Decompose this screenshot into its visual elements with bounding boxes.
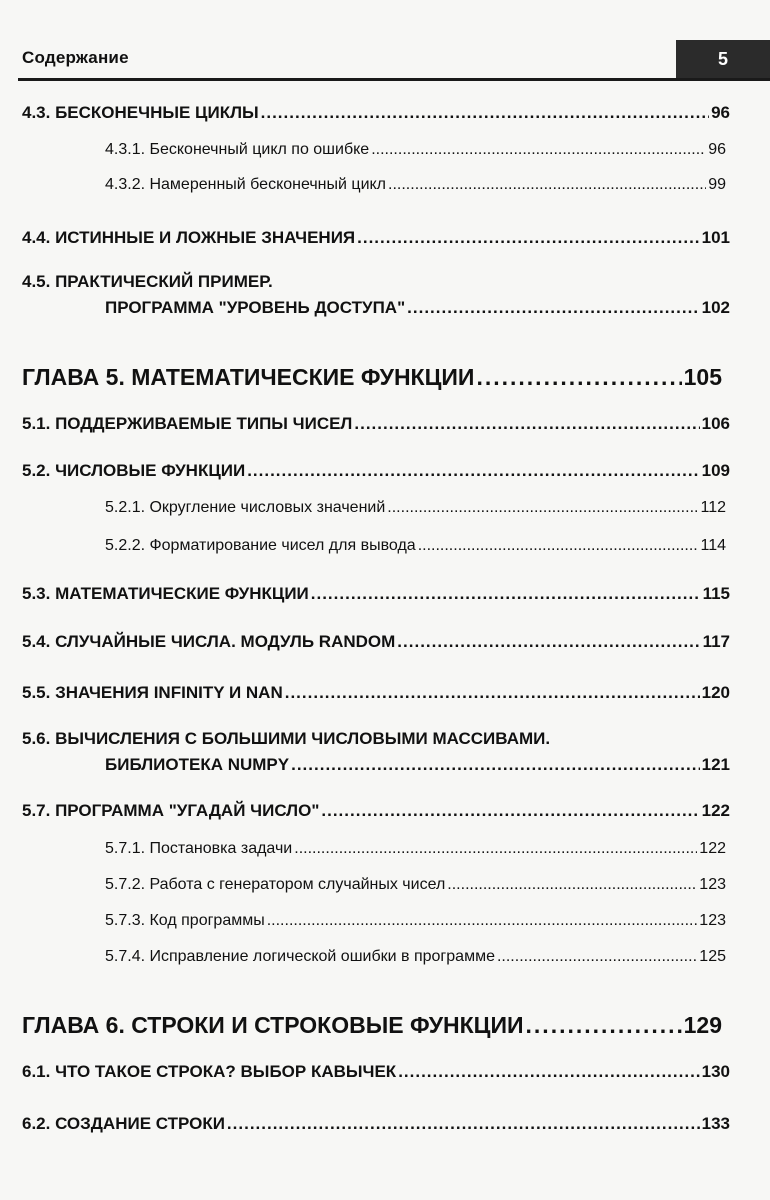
toc-entry-page: 101 bbox=[701, 228, 730, 247]
dot-leader bbox=[476, 364, 681, 391]
toc-entry-page: 96 bbox=[711, 103, 730, 122]
toc-entry-page: 129 bbox=[683, 1012, 722, 1038]
toc-entry-title: 5.2.2. Форматирование чисел для вывода bbox=[105, 537, 416, 554]
dot-leader bbox=[311, 584, 701, 604]
dot-leader bbox=[371, 141, 706, 159]
toc-entry-page: 112 bbox=[700, 499, 726, 516]
toc-entry-title: БИБЛИОТЕКА NUMPY bbox=[105, 755, 290, 774]
dot-leader bbox=[497, 948, 697, 966]
toc-entry-page: 122 bbox=[699, 840, 726, 857]
dot-leader bbox=[407, 298, 699, 318]
toc-entry-title: 5.7. ПРОГРАММА "УГАДАЙ ЧИСЛО" bbox=[22, 801, 320, 820]
toc-entry-title: 6.2. СОЗДАНИЕ СТРОКИ bbox=[22, 1114, 225, 1133]
dot-leader bbox=[387, 499, 698, 517]
dot-leader bbox=[388, 176, 706, 194]
toc-entry-4-5-line1[interactable]: 4.5. ПРАКТИЧЕСКИЙ ПРИМЕР. bbox=[22, 272, 273, 291]
toc-chapter-6[interactable] bbox=[22, 1012, 722, 1039]
toc-entry-5-3[interactable] bbox=[22, 584, 730, 604]
toc-entry-page: 125 bbox=[699, 948, 726, 965]
toc-entry-page: 123 bbox=[699, 876, 726, 893]
header-title: Содержание bbox=[22, 48, 129, 67]
toc-entry-title: 5.2.1. Округление числовых значений bbox=[105, 499, 386, 516]
toc-chapter-5[interactable] bbox=[22, 364, 722, 391]
toc-entry-title: ПРОГРАММА "УРОВЕНЬ ДОСТУПА" bbox=[105, 298, 406, 317]
toc-entry-title: 4.3.1. Бесконечный цикл по ошибке bbox=[105, 141, 370, 158]
toc-entry-title: 5.4. СЛУЧАЙНЫЕ ЧИСЛА. МОДУЛЬ RANDOM bbox=[22, 632, 396, 651]
toc-entry-5-7-2[interactable] bbox=[105, 876, 726, 894]
toc-entry-title: 5.3. МАТЕМАТИЧЕСКИЕ ФУНКЦИИ bbox=[22, 584, 309, 603]
toc-entry-page: 109 bbox=[701, 461, 730, 480]
toc-entry-title: 6.1. ЧТО ТАКОЕ СТРОКА? ВЫБОР КАВЫЧЕК bbox=[22, 1062, 397, 1081]
toc-entry-5-2[interactable] bbox=[22, 461, 730, 481]
dot-leader bbox=[285, 683, 700, 703]
dot-leader bbox=[418, 537, 699, 555]
toc-entry-5-4[interactable] bbox=[22, 632, 730, 652]
toc-entry-title: 4.3.2. Намеренный бесконечный цикл bbox=[105, 176, 387, 193]
toc-entry-5-6-line1[interactable]: 5.6. ВЫЧИСЛЕНИЯ С БОЛЬШИМИ ЧИСЛОВЫМИ МАССИВАМИ. bbox=[22, 729, 551, 748]
toc-entry-title: 5.7.4. Исправление логической ошибки в программе bbox=[105, 948, 495, 965]
toc-entry-title: ГЛАВА 6. СТРОКИ И СТРОКОВЫЕ ФУНКЦИИ bbox=[22, 1012, 524, 1038]
toc-entry-4-3-2[interactable] bbox=[105, 176, 726, 194]
page-number: 5 bbox=[717, 48, 728, 69]
dot-leader bbox=[397, 632, 700, 652]
dot-leader bbox=[247, 461, 699, 481]
toc-entry-6-2[interactable] bbox=[22, 1114, 730, 1134]
dot-leader bbox=[357, 228, 699, 248]
toc-entry-page: 99 bbox=[708, 176, 726, 193]
toc-entry-page: 133 bbox=[701, 1114, 730, 1133]
toc-entry-page: 120 bbox=[701, 683, 730, 702]
toc-entry-title: 5.7.2. Работа с генератором случайных чисел bbox=[105, 876, 446, 893]
dot-leader bbox=[354, 414, 699, 434]
dot-leader bbox=[294, 840, 697, 858]
toc-entry-page: 122 bbox=[701, 801, 730, 820]
toc-entry-4-4[interactable] bbox=[22, 228, 730, 248]
toc-entry-title: 5.7.3. Код программы bbox=[105, 912, 265, 929]
toc-entry-page: 121 bbox=[701, 755, 730, 774]
toc-entry-5-1[interactable] bbox=[22, 414, 730, 434]
toc-entry-title: 4.3. БЕСКОНЕЧНЫЕ ЦИКЛЫ bbox=[22, 103, 259, 122]
toc-entry-page: 105 bbox=[683, 364, 722, 390]
toc-entry-title: ГЛАВА 5. МАТЕМАТИЧЕСКИЕ ФУНКЦИИ bbox=[22, 364, 475, 390]
toc-entry-title: 4.4. ИСТИННЫЕ И ЛОЖНЫЕ ЗНАЧЕНИЯ bbox=[22, 228, 356, 247]
toc-entry-5-6[interactable] bbox=[105, 755, 730, 775]
toc-entry-title: 5.7.1. Постановка задачи bbox=[105, 840, 293, 857]
toc-entry-5-2-1[interactable] bbox=[105, 499, 726, 517]
toc-entry-page: 123 bbox=[699, 912, 726, 929]
dot-leader bbox=[526, 1012, 682, 1039]
toc-entry-4-3[interactable] bbox=[22, 103, 730, 123]
toc-entry-page: 106 bbox=[701, 414, 730, 433]
dot-leader bbox=[398, 1062, 699, 1082]
toc-entry-5-2-2[interactable] bbox=[105, 537, 726, 555]
dot-leader bbox=[227, 1114, 700, 1134]
toc-entry-page: 96 bbox=[708, 141, 726, 158]
dot-leader bbox=[291, 755, 700, 775]
toc-entry-4-5[interactable] bbox=[105, 298, 730, 318]
dot-leader bbox=[267, 912, 698, 930]
toc-entry-page: 115 bbox=[702, 584, 730, 603]
toc-entry-5-7-4[interactable] bbox=[105, 948, 726, 966]
dot-leader bbox=[321, 801, 699, 821]
toc-entry-6-1[interactable] bbox=[22, 1062, 730, 1082]
toc-entry-5-7-1[interactable] bbox=[105, 840, 726, 858]
toc-entry-4-3-1[interactable] bbox=[105, 141, 726, 159]
toc-entry-page: 114 bbox=[700, 537, 726, 554]
toc-entry-title: 5.2. ЧИСЛОВЫЕ ФУНКЦИИ bbox=[22, 461, 246, 480]
toc-entry-page: 130 bbox=[701, 1062, 730, 1081]
toc-entry-title: 5.1. ПОДДЕРЖИВАЕМЫЕ ТИПЫ ЧИСЕЛ bbox=[22, 414, 353, 433]
toc-entry-5-5[interactable] bbox=[22, 683, 730, 703]
dot-leader bbox=[261, 103, 709, 123]
toc-entry-5-7-3[interactable] bbox=[105, 912, 726, 930]
dot-leader bbox=[447, 876, 697, 894]
toc-entry-5-7[interactable] bbox=[22, 801, 730, 821]
toc-entry-page: 102 bbox=[701, 298, 730, 317]
toc-entry-page: 117 bbox=[702, 632, 730, 651]
toc-entry-title: 5.5. ЗНАЧЕНИЯ INFINITY И NAN bbox=[22, 683, 283, 702]
